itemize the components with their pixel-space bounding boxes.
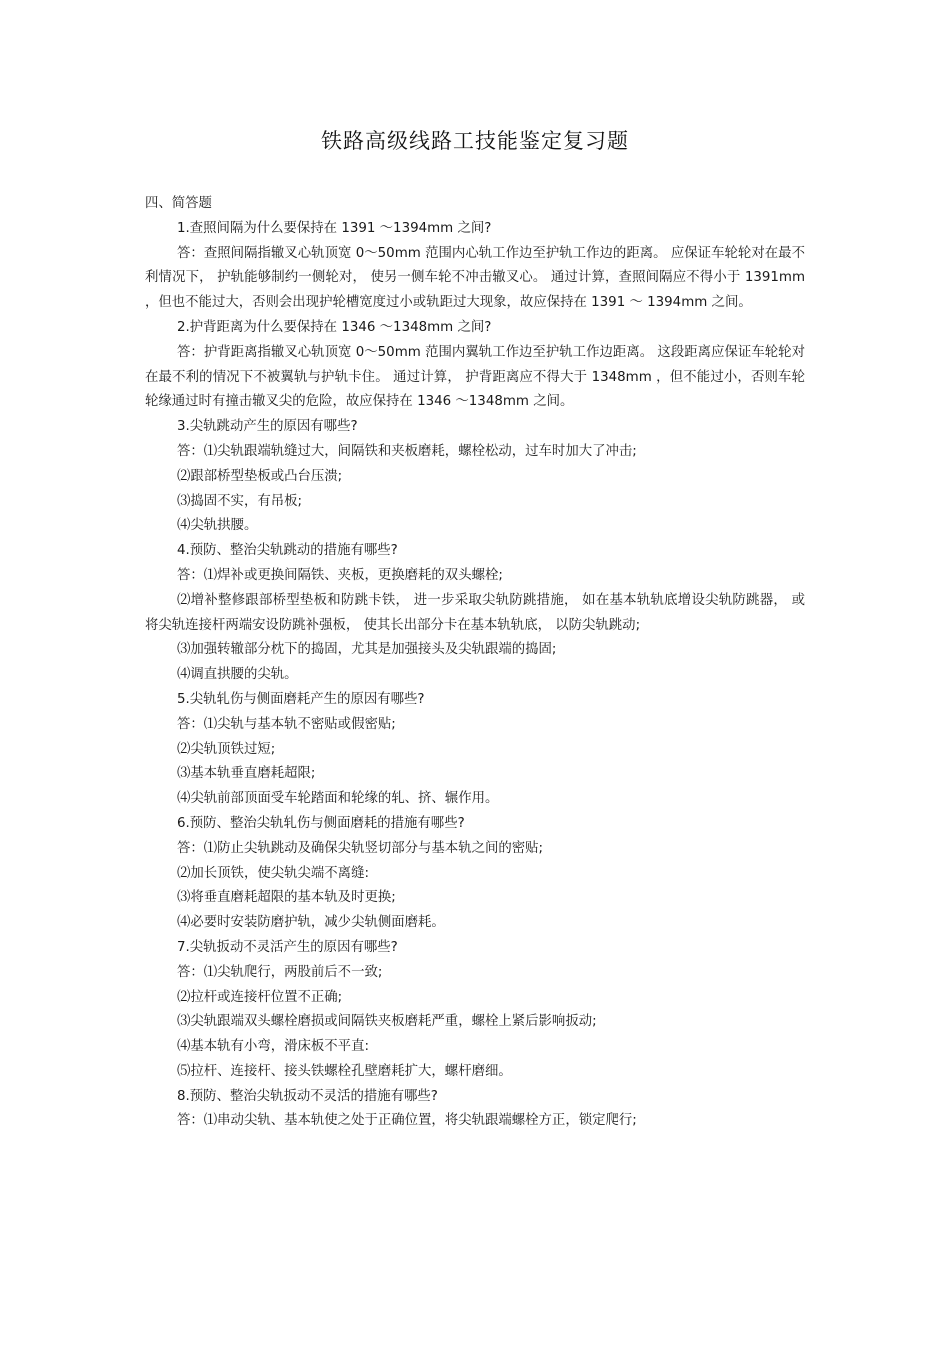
answer-2: 答：护背距离指辙叉心轨顶宽 0～50mm 范围内翼轨工作边至护轨工作边距离。 这段距离应保证车轮轮对在最不利的情况下不被翼轨与护轨卡住。 通过计算， 护背距离应不得大于 1348mm ，但不能过小，否则车轮轮缘通过时有撞击辙叉尖的危险，故应保持在 1346 ～1348mm 之间。 bbox=[145, 344, 805, 410]
question-8: 8.预防、整治尖轨扳动不灵活的措施有哪些? bbox=[177, 1088, 438, 1104]
answer-7-line-2: ⑵拉杆或连接杆位置不正确; bbox=[177, 989, 343, 1005]
answer-7-line-4: ⑷基本轨有小弯，滑床板不平直: bbox=[177, 1039, 369, 1055]
question-1: 1.查照间隔为什么要保持在 1391 ～1394mm 之间? bbox=[177, 220, 492, 236]
answer-8-line-1: 答：⑴串动尖轨、基本轨使之处于正确位置，将尖轨跟端螺栓方正，锁定爬行; bbox=[177, 1113, 637, 1129]
document-body bbox=[145, 192, 805, 1134]
question-3: 3.尖轨跳动产生的原因有哪些? bbox=[177, 419, 358, 435]
answer-4-line-2: ⑵增补整修跟部桥型垫板和防跳卡铁， 进一步采取尖轨防跳措施， 如在基本轨轨底增设尖轨防跳器， 或将尖轨连接杆两端安设防跳补强板， 使其长出部分卡在基本轨轨底， 以防尖轨跳动; bbox=[145, 592, 805, 633]
answer-6-line-1: 答：⑴防止尖轨跳动及确保尖轨竖切部分与基本轨之间的密贴; bbox=[177, 840, 544, 856]
answer-4-line-3: ⑶加强转辙部分枕下的捣固，尤其是加强接头及尖轨跟端的捣固; bbox=[177, 642, 557, 658]
answer-4-line-4: ⑷调直拱腰的尖轨。 bbox=[177, 667, 298, 683]
answer-7-line-5: ⑸拉杆、连接杆、接头铁螺栓孔壁磨耗扩大，螺杆磨细。 bbox=[177, 1063, 512, 1079]
answer-3-line-4: ⑷尖轨拱腰。 bbox=[177, 518, 258, 534]
question-5: 5.尖轨轧伤与侧面磨耗产生的原因有哪些? bbox=[177, 691, 425, 707]
answer-7-line-3: ⑶尖轨跟端双头螺栓磨损或间隔铁夹板磨耗严重，螺栓上紧后影响扳动; bbox=[177, 1014, 597, 1030]
answer-6-line-2: ⑵加长顶铁，使尖轨尖端不离缝: bbox=[177, 865, 369, 881]
answer-4-line-1: 答：⑴焊补或更换间隔铁、夹板，更换磨耗的双头螺栓; bbox=[177, 567, 503, 583]
document-title: 铁路高级线路工技能鉴定复习题 bbox=[321, 129, 629, 153]
answer-5-line-1: 答：⑴尖轨与基本轨不密贴或假密贴; bbox=[177, 716, 396, 732]
answer-3-line-1: 答：⑴尖轨跟端轨缝过大，间隔铁和夹板磨耗，螺栓松动，过车时加大了冲击; bbox=[177, 443, 637, 459]
question-6: 6.预防、整治尖轨轧伤与侧面磨耗的措施有哪些? bbox=[177, 815, 465, 831]
answer-1: 答：查照间隔指辙叉心轨顶宽 0～50mm 范围内心轨工作边至护轨工作边的距离。 应保证车轮轮对在最不利情况下， 护轨能够制约一侧轮对， 使另一侧车轮不冲击辙叉心。 通过计算，查照间隔应不得小于 1391mm ，但也不能过大，否则会出现护轮槽宽度过小或轨距过大现象，故应保持在 1391 ～ 1394mm 之间。 bbox=[145, 245, 805, 311]
answer-7-line-1: 答：⑴尖轨爬行，两股前后不一致; bbox=[177, 964, 383, 980]
question-7: 7.尖轨扳动不灵活产生的原因有哪些? bbox=[177, 939, 398, 955]
answer-6-line-3: ⑶将垂直磨耗超限的基本轨及时更换; bbox=[177, 890, 396, 906]
answer-6-line-4: ⑷必要时安装防磨护轨，减少尖轨侧面磨耗。 bbox=[177, 915, 445, 931]
question-4: 4.预防、整治尖轨跳动的措施有哪些? bbox=[177, 543, 398, 559]
answer-3-line-2: ⑵跟部桥型垫板或凸台压溃; bbox=[177, 468, 343, 484]
answer-5-line-2: ⑵尖轨顶铁过短; bbox=[177, 741, 276, 757]
section-heading: 四、简答题 bbox=[145, 196, 212, 211]
answer-5-line-3: ⑶基本轨垂直磨耗超限; bbox=[177, 766, 316, 782]
answer-5-line-4: ⑷尖轨前部顶面受车轮踏面和轮缘的轧、挤、辗作用。 bbox=[177, 791, 499, 807]
answer-3-line-3: ⑶捣固不实，有吊板; bbox=[177, 493, 303, 509]
question-2: 2.护背距离为什么要保持在 1346 ～1348mm 之间? bbox=[177, 319, 492, 335]
